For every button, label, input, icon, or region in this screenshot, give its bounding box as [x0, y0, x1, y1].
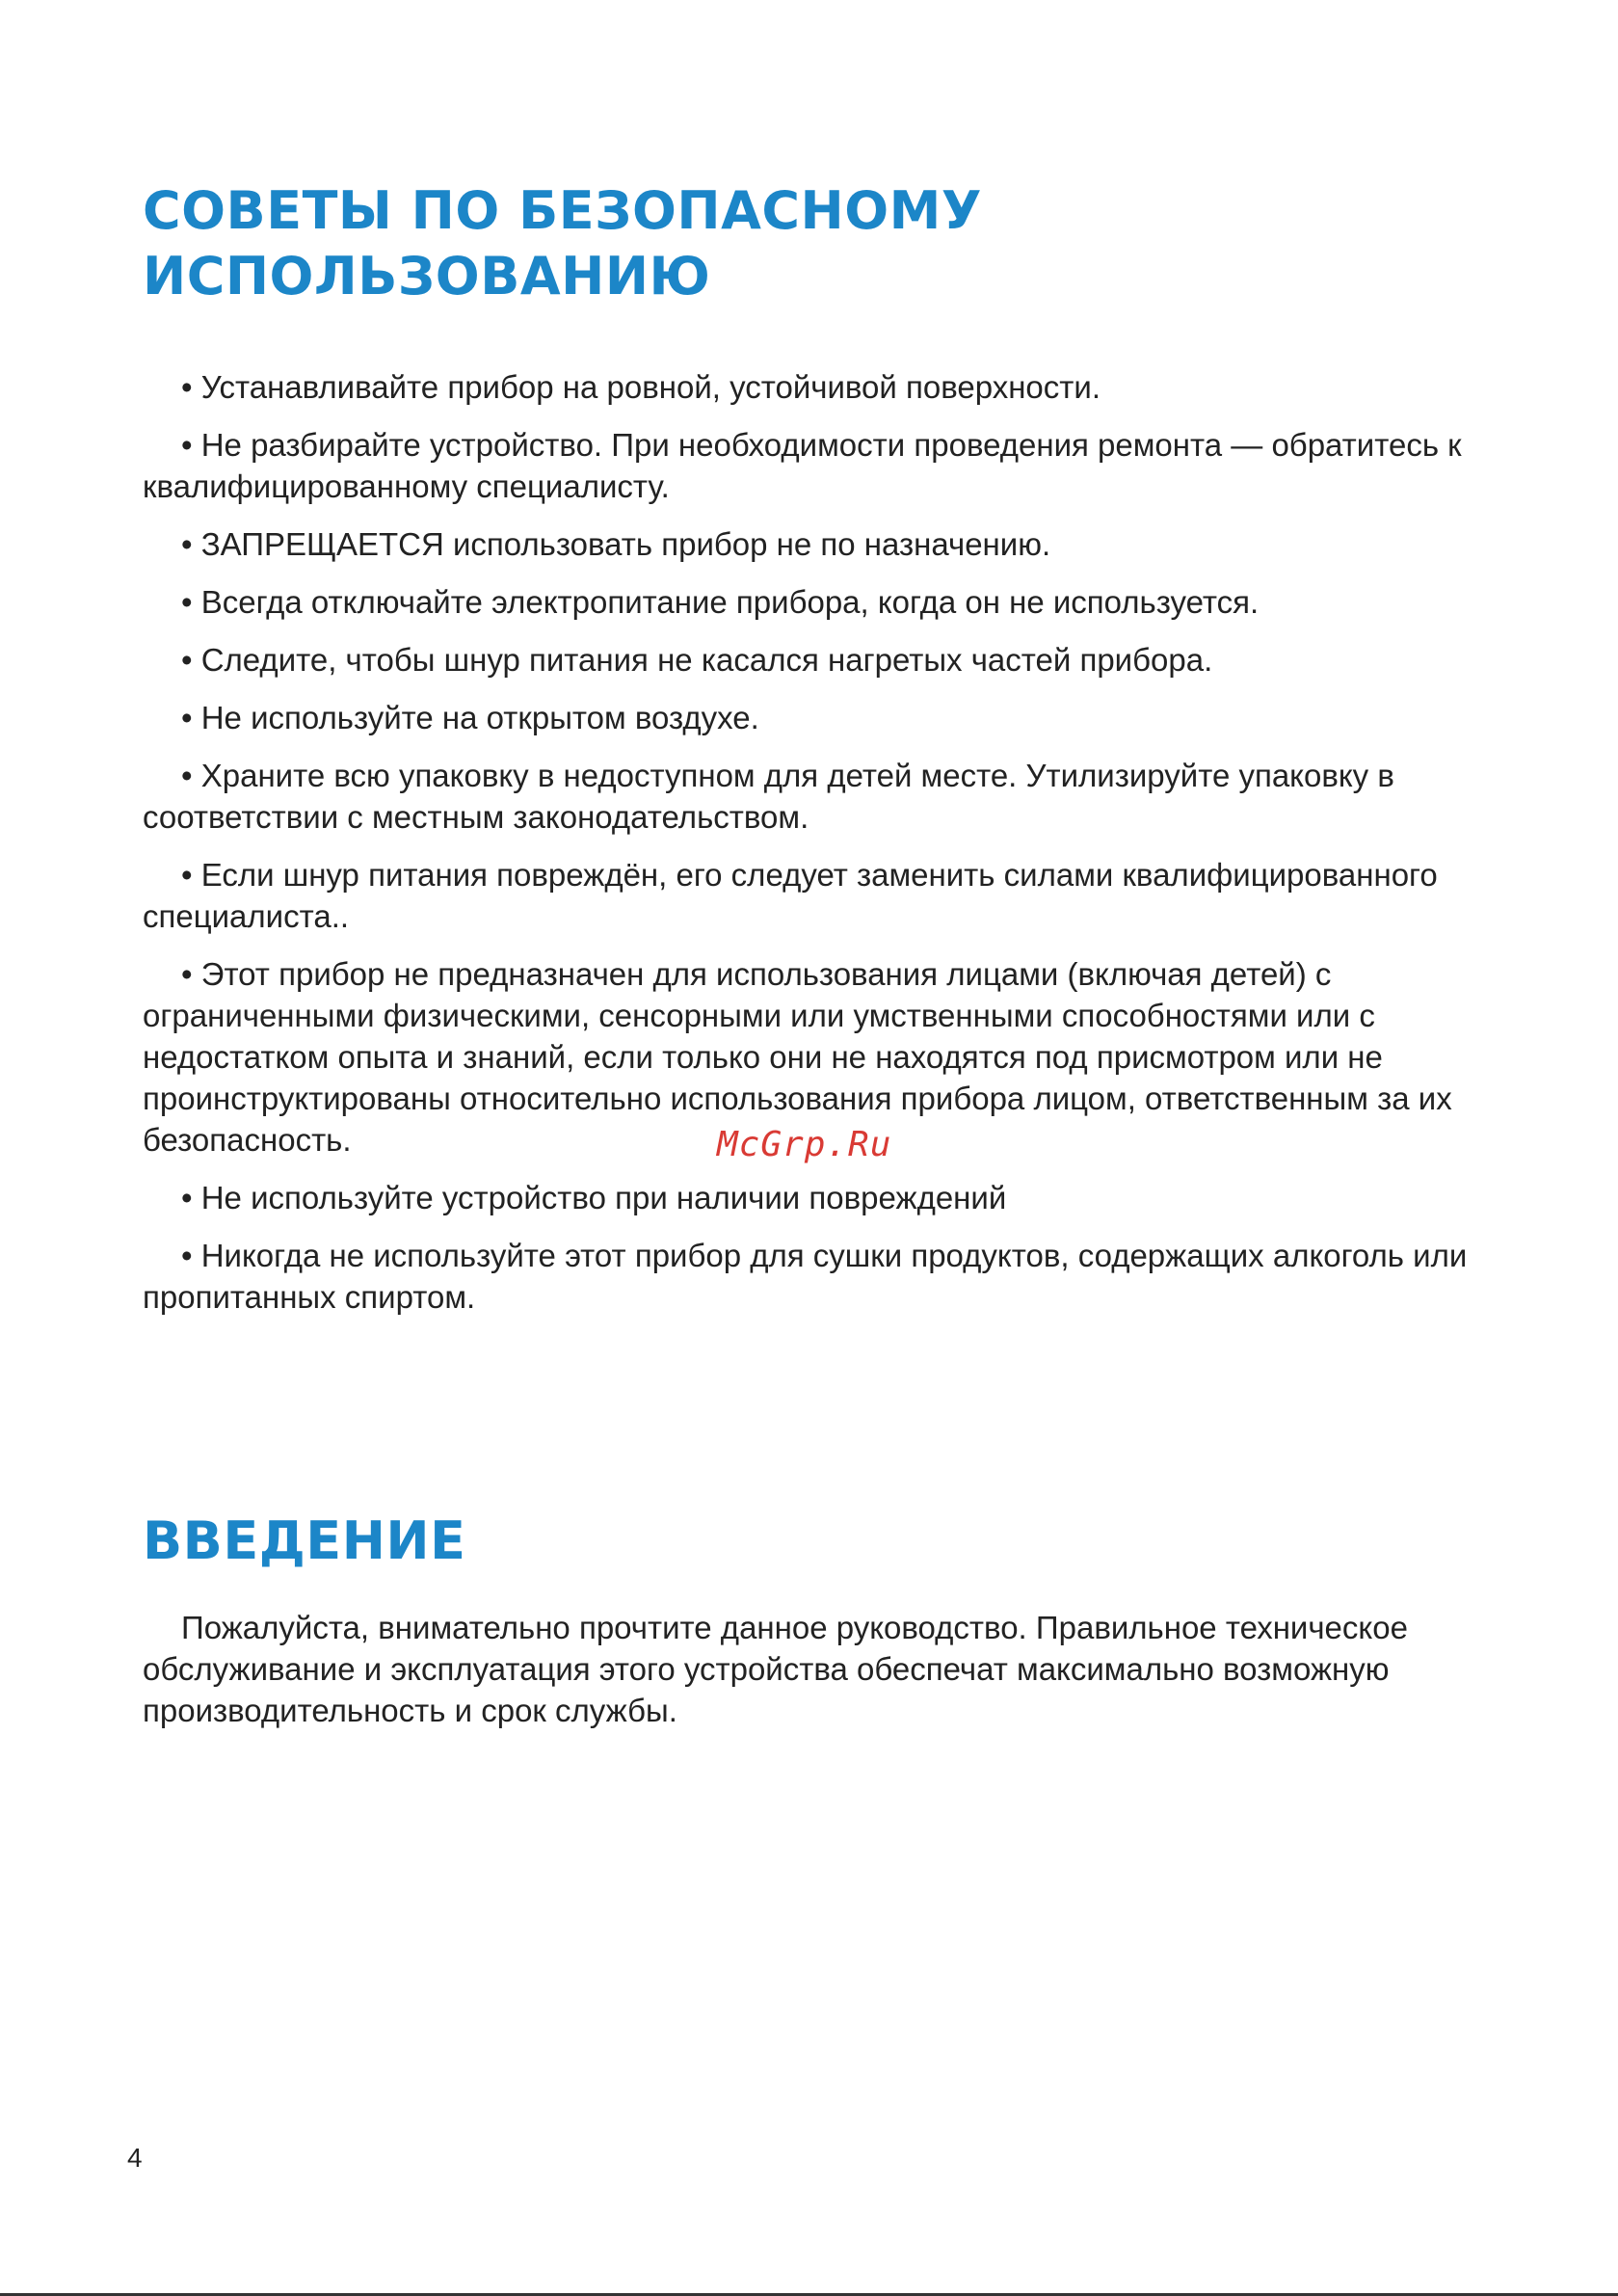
intro-paragraph: Пожалуйста, внимательно прочтите данное руководство. Правильное техническое обслуживание и эксплуатация этого устройства обеспечат максимально возможную производительность и срок службы.	[143, 1610, 1408, 1728]
safety-tip: • Никогда не используйте этот прибор для сушки продуктов, содержащих алкоголь или пропитанных спиртом.	[143, 1238, 1468, 1315]
safety-tip: • Всегда отключайте электропитание прибора, когда он не используется.	[181, 584, 1260, 620]
safety-tip: • Не используйте на открытом воздухе.	[181, 700, 759, 735]
safety-tip: • Храните всю упаковку в недоступном для детей месте. Утилизируйте упаковку в соответствии с местным законодательством.	[143, 758, 1394, 835]
safety-tip: • Если шнур питания повреждён, его следует заменить силами квалифицированного специалиста..	[143, 857, 1438, 934]
watermark-text: McGrp.Ru	[717, 1125, 892, 1164]
safety-section-title: СОВЕТЫ ПО БЕЗОПАСНОМУ ИСПОЛЬЗОВАНИЮ	[143, 180, 982, 307]
safety-tip: • Не разбирайте устройство. При необходимости проведения ремонта — обратитесь к квалифицированному специалисту.	[143, 427, 1462, 504]
safety-tip: • Не используйте устройство при наличии повреждений	[181, 1180, 1007, 1215]
safety-tip: • Следите, чтобы шнур питания не касался нагретых частей прибора.	[181, 642, 1213, 678]
page-number: 4	[127, 2143, 143, 2173]
safety-tips-list	[143, 366, 1472, 1334]
intro-section-title: ВВЕДЕНИЕ	[143, 1510, 466, 1571]
safety-tip: • Этот прибор не предназначен для использования лицами (включая детей) с ограниченными физическими, сенсорными или умственными способностями или с недостатком опыта и знаний, если только они не находятся под присмотром или не проинструктированы относительно использования прибора лицом, ответственным за их безопасность.	[143, 956, 1452, 1158]
safety-tip: • ЗАПРЕЩАЕТСЯ использовать прибор не по назначению.	[181, 526, 1051, 562]
intro-body	[143, 1607, 1472, 1748]
safety-tip: • Устанавливайте прибор на ровной, устойчивой поверхности.	[181, 369, 1101, 405]
